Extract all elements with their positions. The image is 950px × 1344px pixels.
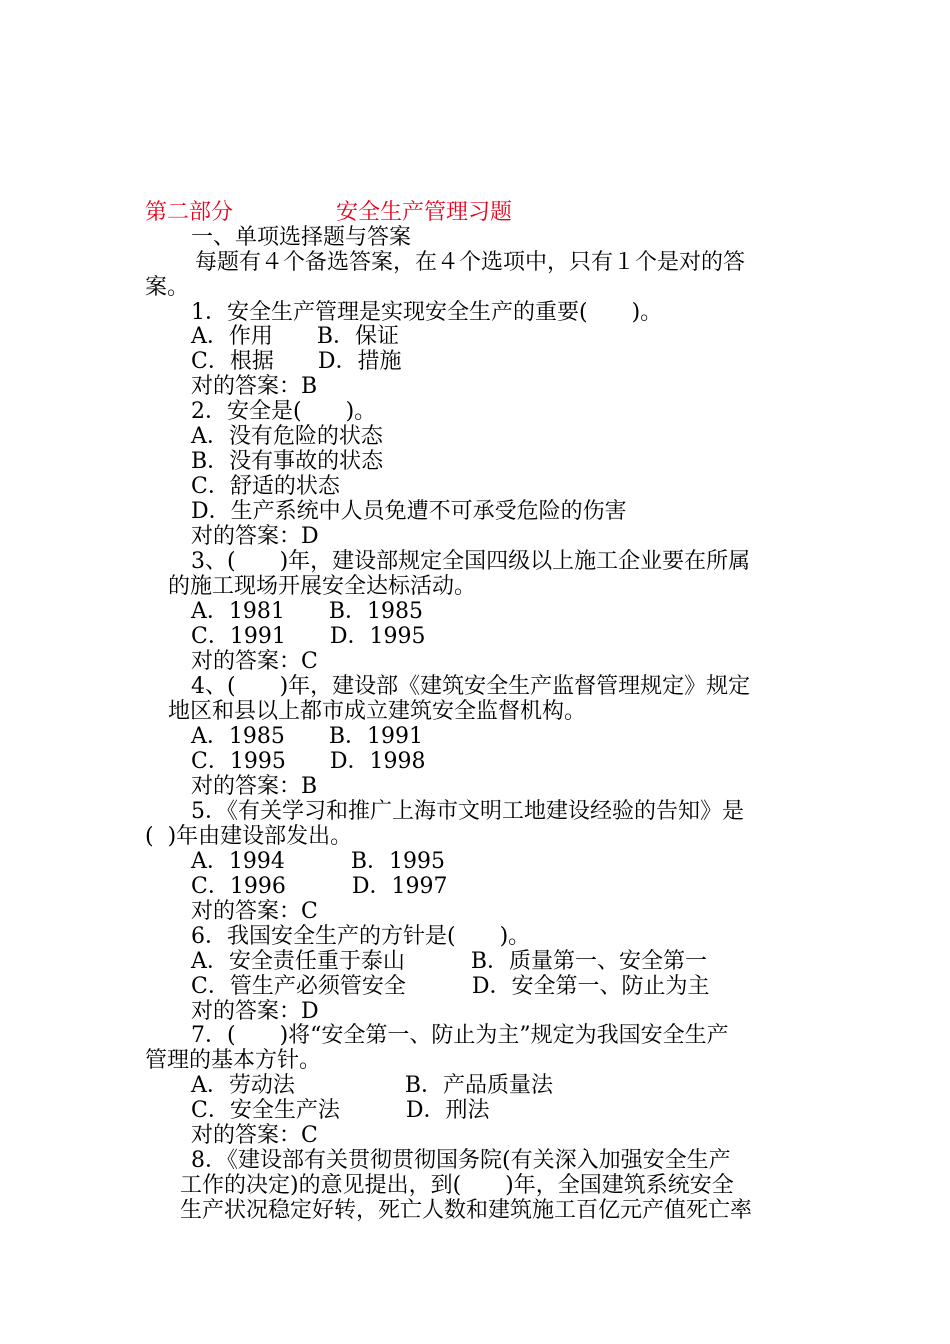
option-line: C．1996 D．1997 <box>191 874 448 899</box>
question-line: 的施工现场开展安全达标活动。 <box>168 574 477 599</box>
question-line: ( )年由建设部发出。 <box>145 824 353 849</box>
question-line: 5．《有关学习和推广上海市文明工地建设经验的告知》是 <box>191 799 744 824</box>
option-line: A．劳动法 B．产品质量法 <box>191 1073 554 1098</box>
option-line: C．1991 D．1995 <box>191 624 426 649</box>
option-line: A．安全责任重于泰山 B．质量第一、安全第一 <box>191 949 708 974</box>
option-line: C．安全生产法 D．刑法 <box>191 1098 490 1123</box>
answer-line: 对的答案：B <box>191 374 318 399</box>
question-line: 8．《建设部有关贯彻贯彻国务院(有关深入加强安全生产 <box>191 1148 731 1173</box>
question-line: 2．安全是( )。 <box>191 399 377 424</box>
option-line: D．生产系统中人员免遭不可承受危险的伤害 <box>191 499 627 524</box>
page-title: 安全生产管理习题 <box>336 200 513 225</box>
intro-line: 案。 <box>145 275 190 300</box>
question-line: 地区和县以上都市成立建筑安全监督机构。 <box>168 699 587 724</box>
option-line: A．作用 B．保证 <box>191 324 400 349</box>
question-line: 7．( )将“安全第一、防止为主”规定为我国安全生产 <box>191 1023 729 1048</box>
part-label: 第二部分 <box>145 200 234 225</box>
answer-line: 对的答案：B <box>191 774 318 799</box>
option-line: B．没有事故的状态 <box>191 449 384 474</box>
option-line: A．没有危险的状态 <box>191 424 383 449</box>
answer-line: 对的答案：C <box>191 899 318 924</box>
question-line: 4、( )年，建设部《建筑安全生产监督管理规定》规定 <box>191 674 751 699</box>
option-line: A．1985 B．1991 <box>191 724 424 749</box>
answer-line: 对的答案：D <box>191 524 319 549</box>
option-line: C．管生产必须管安全 D．安全第一、防止为主 <box>191 974 710 999</box>
question-line: 3、( )年，建设部规定全国四级以上施工企业要在所属 <box>191 549 751 574</box>
option-line: C．舒适的状态 <box>191 474 340 499</box>
answer-line: 对的答案：C <box>191 649 318 674</box>
option-line: C．根据 D．措施 <box>191 349 402 374</box>
intro-line: 每题有４个备选答案，在４个选项中，只有１个是对的答 <box>195 250 746 275</box>
option-line: A．1994 B．1995 <box>191 849 446 874</box>
question-line: 管理的基本方针。 <box>145 1048 322 1073</box>
answer-line: 对的答案：D <box>191 999 319 1024</box>
answer-line: 对的答案：C <box>191 1123 318 1148</box>
question-line: 工作的决定)的意见提出，到( )年，全国建筑系统安全 <box>180 1173 734 1198</box>
question-line: 6．我国安全生产的方针是( )。 <box>191 924 531 949</box>
question-line: 生产状况稳定好转，死亡人数和建筑施工百亿元产值死亡率 <box>180 1198 753 1223</box>
option-line: A．1981 B．1985 <box>191 599 424 624</box>
question-line: 1．安全生产管理是实现安全生产的重要( )。 <box>191 300 663 325</box>
section-heading: 一、单项选择题与答案 <box>191 225 412 250</box>
option-line: C．1995 D．1998 <box>191 749 426 774</box>
